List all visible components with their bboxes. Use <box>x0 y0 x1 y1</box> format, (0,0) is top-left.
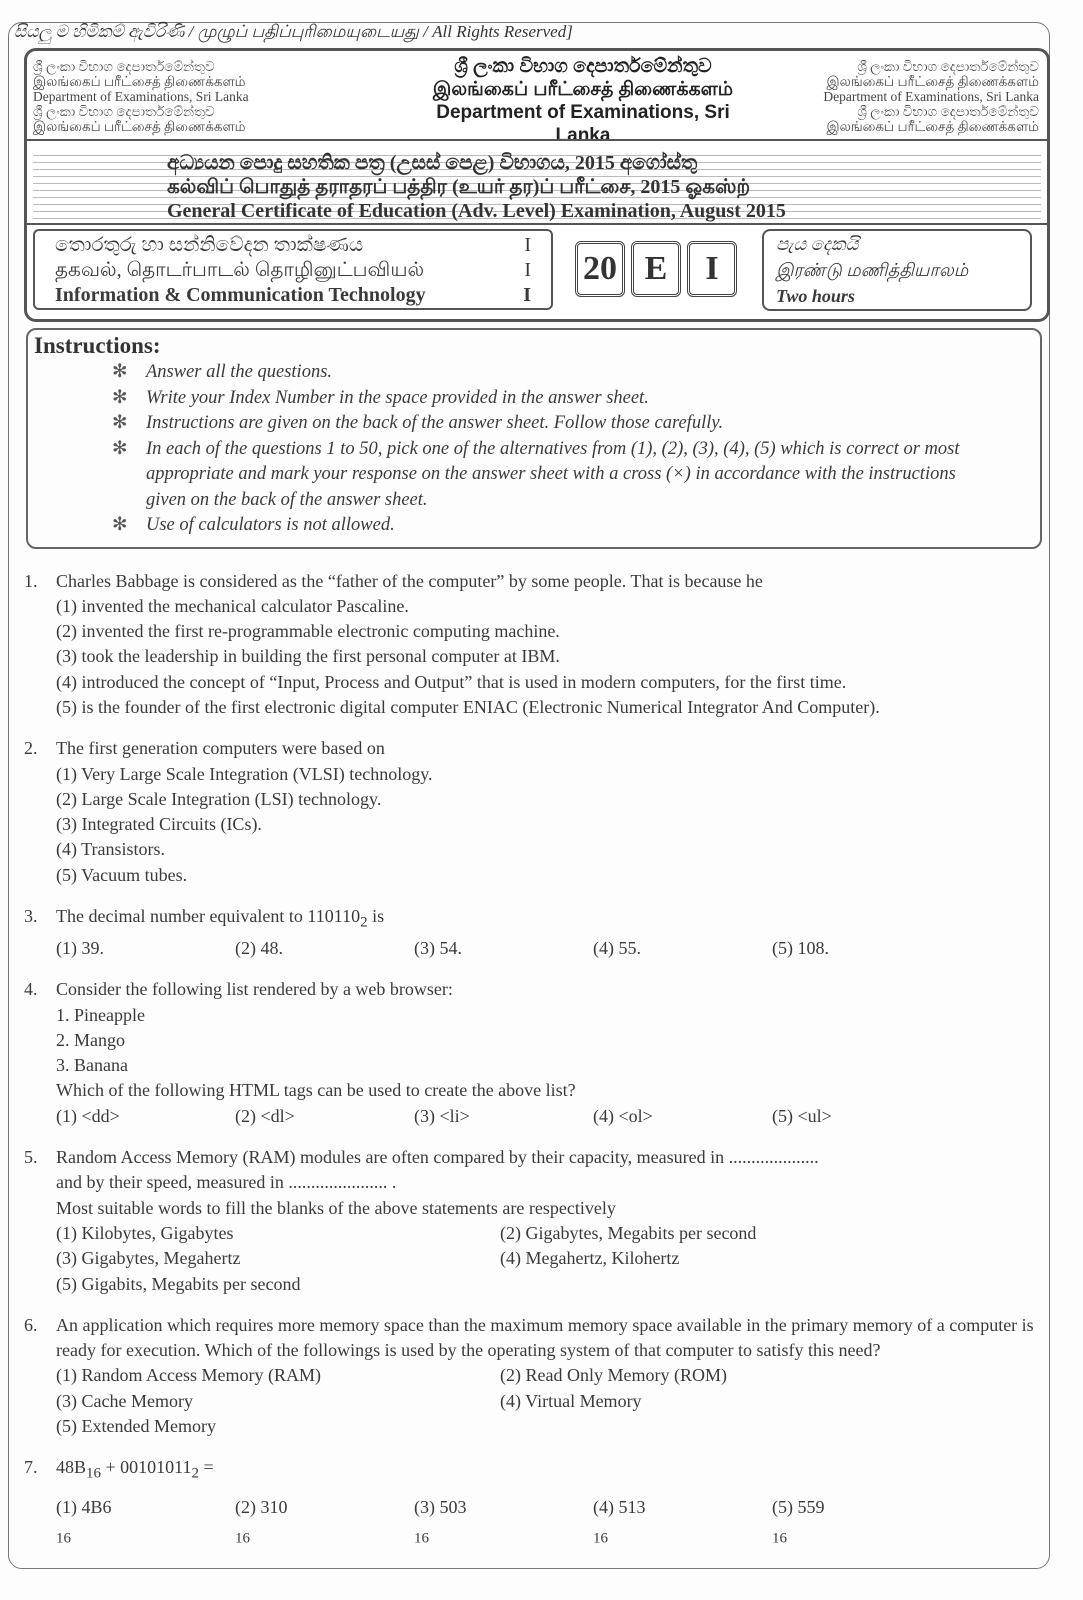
subscript: 16 <box>772 1531 787 1548</box>
options-row <box>24 1389 1044 1414</box>
question-prompt: Most suitable words to fill the blanks of the above statements are respectively <box>56 1197 616 1218</box>
code-box: 20 <box>575 241 625 297</box>
stem-text: The first generation computers were based on <box>56 738 385 759</box>
question-1 <box>24 569 1044 721</box>
question-stem <box>24 569 1044 594</box>
question-stem <box>24 904 1044 936</box>
option-5: (5) Gigabits, Megabits per second <box>56 1273 301 1294</box>
instruction-item <box>112 513 992 539</box>
instruction-item <box>112 437 992 514</box>
stem-text: Random Access Memory (RAM) modules are often compared by their capacity, measured in .................... <box>56 1147 819 1168</box>
option-4: (4) Virtual Memory <box>500 1390 642 1411</box>
subscript: 16 <box>235 1531 250 1548</box>
question-stem <box>24 977 1044 1002</box>
option-label: (5) 559 <box>772 1497 825 1518</box>
option-3: (3) Cache Memory <box>56 1390 193 1411</box>
option-2 <box>235 1495 414 1552</box>
stem-text: Consider the following list rendered by a web browser: <box>56 979 453 1000</box>
option-label: (3) 503 <box>414 1497 467 1518</box>
options-row <box>24 1272 1044 1297</box>
list-item: 3. Banana <box>56 1055 128 1076</box>
question-number: 6. <box>24 1314 38 1335</box>
duration-box <box>762 229 1032 311</box>
option-5: (5) is the founder of the first electronic digital computer ENIAC (Electronic Numerical Integrator And Computer). <box>56 696 880 717</box>
dept-en: Department of Examinations, Sri Lanka <box>33 89 249 104</box>
question-6 <box>24 1313 1044 1439</box>
option-4: (4) introduced the concept of “Input, Process and Output” that is used in modern computers, for the first time. <box>56 671 847 692</box>
page-body <box>24 328 1044 1568</box>
divider <box>27 139 1047 141</box>
question-2 <box>24 736 1044 888</box>
option-4: (4) Transistors. <box>56 839 166 860</box>
option-label: (1) 4B6 <box>56 1497 112 1518</box>
option-1: (1) Kilobytes, Gigabytes <box>56 1222 234 1243</box>
asterisk-icon: ✻ <box>112 438 128 459</box>
question-number: 4. <box>24 979 38 1000</box>
code-box: E <box>631 241 681 297</box>
question-text <box>56 977 453 1002</box>
subject-box <box>33 229 553 310</box>
exam-title <box>167 151 786 223</box>
option-5 <box>772 1495 951 1552</box>
option-5: (5) <ul> <box>772 1105 832 1126</box>
instruction-item <box>112 411 992 437</box>
dept-ta: இலங்கைப் பரீட்சைத் திணைக்களம் <box>33 119 246 134</box>
question-4 <box>24 977 1044 1129</box>
option-1 <box>56 1495 235 1552</box>
department-background-text-left <box>33 59 403 134</box>
paper-number: I <box>523 284 531 306</box>
paper-number: I <box>524 234 531 256</box>
paper-codes <box>575 241 737 297</box>
option-3: (3) 54. <box>414 937 462 958</box>
instruction-item <box>112 386 992 412</box>
question-number: 2. <box>24 738 38 759</box>
asterisk-icon: ✻ <box>112 413 128 433</box>
question-stem <box>24 736 1044 761</box>
option-4 <box>593 1495 772 1552</box>
instruction-text: Answer all the questions. <box>146 362 333 382</box>
option-3: (3) took the leadership in building the first personal computer at IBM. <box>56 646 560 667</box>
option-2: (2) <dl> <box>235 1105 295 1126</box>
duration-ta: இரண்டு மணித்தியாலம் <box>776 260 969 280</box>
subject-en: Information & Communication Technology <box>55 284 426 306</box>
question-stem <box>24 1455 1044 1487</box>
dept-ta: இலங்கைப் பரீட்சைத் திணைக்களம் <box>826 74 1039 89</box>
dept-main-en: Department of Examinations, Sri Lanka <box>436 102 730 146</box>
dept-ta: இலங்கைப் பரீட்சைத் திணைக்களம் <box>826 119 1039 134</box>
option-4: (4) 55. <box>593 937 641 958</box>
option-label: (4) 513 <box>593 1497 646 1518</box>
question-stem <box>24 1313 1044 1364</box>
asterisk-icon: ✻ <box>112 515 128 535</box>
option-5: (5) Extended Memory <box>56 1416 216 1436</box>
subscript: 2 <box>360 914 368 931</box>
instruction-text: Use of calculators is not allowed. <box>146 515 395 535</box>
list-item: 1. Pineapple <box>56 1004 145 1025</box>
stem-text: An application which requires more memory space than the maximum memory space available in the primary memory of a computer is ready for execution. Which of the followings is used by the operating system of that computer to satisfy this need? <box>56 1314 1034 1361</box>
instructions-title: Instructions: <box>34 333 161 358</box>
option-label: (2) 310 <box>235 1497 288 1518</box>
question-text <box>56 569 763 594</box>
option-1: (1) <dd> <box>56 1105 120 1126</box>
options-row <box>24 1104 1044 1129</box>
paper-number: I <box>524 259 531 281</box>
code-box: I <box>687 241 737 297</box>
subject-ta: தகவல், தொடர்பாடல் தொழினுட்பவியல் <box>55 259 425 281</box>
instructions-box <box>26 328 1042 549</box>
stem-text: is <box>367 906 385 927</box>
option-1: (1) 39. <box>56 937 104 958</box>
duration-en: Two hours <box>776 286 855 306</box>
question-number: 5. <box>24 1147 38 1168</box>
dept-main-ta: இலங்கைப் பரீட்சைத் திணைக்களம் <box>432 79 734 100</box>
option-1: (1) Random Access Memory (RAM) <box>56 1365 321 1386</box>
option-2: (2) Gigabytes, Megabits per second <box>500 1222 757 1243</box>
asterisk-icon: ✻ <box>112 362 128 382</box>
option-3: (3) Integrated Circuits (ICs). <box>56 814 262 835</box>
question-text <box>56 904 384 936</box>
option-2: (2) Read Only Memory (ROM) <box>500 1365 727 1386</box>
question-number: 3. <box>24 906 38 927</box>
list-item: 2. Mango <box>56 1029 125 1050</box>
option-5: (5) Vacuum tubes. <box>56 864 188 885</box>
dept-ta: இலங்கைப் பரீட்சைத் திணைக்களம் <box>33 74 246 89</box>
stem-text: Charles Babbage is considered as the “father of the computer” by some people. That is because he <box>56 570 763 591</box>
options-row <box>24 1414 1044 1439</box>
dept-si: ශ්‍රී ලංකා විභාග දෙපාර්තමේන්තුව <box>857 59 1039 74</box>
rights-notice: සියලු ම හිමිකම් ඇවිරිණි / முழுப் பதிப்புரிமையுடையது / All Rights Reserved] <box>14 22 573 41</box>
option-4: (4) Megahertz, Kilohertz <box>500 1248 680 1269</box>
asterisk-icon: ✻ <box>112 387 128 408</box>
question-stem <box>24 1145 1044 1170</box>
options-row <box>24 936 1044 961</box>
question-prompt: Which of the following HTML tags can be used to create the above list? <box>56 1080 576 1101</box>
question-text <box>56 736 385 761</box>
instruction-text: In each of the questions 1 to 50, pick one of the alternatives from (1), (2), (3), (4), (5) which is correct or most appropriate and mark your response on the answer sheet with a cross (×) in accordance with the instructions given on the back of the answer sheet. <box>146 438 960 510</box>
term: = <box>199 1457 214 1478</box>
option-2: (2) Large Scale Integration (LSI) technology. <box>56 788 382 809</box>
question-text <box>56 1145 819 1170</box>
question-5 <box>24 1145 1044 1297</box>
option-1: (1) invented the mechanical calculator Pascaline. <box>56 595 409 616</box>
stem-continuation: and by their speed, measured in ...................... . <box>56 1172 397 1193</box>
questions <box>24 569 1044 1553</box>
exam-header <box>24 48 1050 322</box>
question-number: 1. <box>24 570 38 591</box>
department-background-text-right <box>763 59 1039 134</box>
option-2: (2) invented the first re-programmable electronic computing machine. <box>56 621 560 642</box>
question-3 <box>24 904 1044 961</box>
options-row <box>24 1495 1044 1552</box>
option-2: (2) 48. <box>235 937 283 958</box>
subscript: 16 <box>593 1531 608 1548</box>
stem-text: The decimal number equivalent to 110110 <box>56 906 361 927</box>
duration-si: පැය දෙකයි <box>776 234 859 254</box>
option-3 <box>414 1495 593 1552</box>
option-3: (3) <li> <box>414 1105 470 1126</box>
department-title <box>413 55 753 147</box>
option-1: (1) Very Large Scale Integration (VLSI) technology. <box>56 763 433 784</box>
term: + 00101011 <box>101 1457 192 1478</box>
subscript: 2 <box>191 1465 199 1482</box>
dept-si: ශ්‍රී ලංකා විභාග දෙපාර්තමේන්තුව <box>857 104 1039 119</box>
subject-si: තොරතුරු හා සන්නිවේදන තාක්ෂණය <box>55 234 364 256</box>
term: 48B <box>56 1457 87 1478</box>
exam-title-si: අධ්‍යයන පොදු සහතික පත්‍ර (උසස් පෙළ) විභාගය, 2015 අගෝස්තු <box>167 152 698 174</box>
subscript: 16 <box>86 1465 102 1482</box>
question-text <box>56 1313 1044 1364</box>
question-7 <box>24 1455 1044 1552</box>
dept-en: Department of Examinations, Sri Lanka <box>823 89 1039 104</box>
exam-title-en: General Certificate of Education (Adv. Level) Examination, August 2015 <box>167 200 786 222</box>
instruction-text: Instructions are given on the back of the answer sheet. Follow those carefully. <box>146 413 724 433</box>
exam-title-ta: கல்விப் பொதுத் தராதரப் பத்திர (உயர் தர)ப் பரீட்சை, 2015 ஓகஸ்ற் <box>167 176 751 198</box>
dept-si: ශ්‍රී ලංකා විභාග දෙපාර්තමේන්තුව <box>33 104 215 119</box>
question-text <box>56 1455 214 1487</box>
dept-main-si: ශ්‍රී ලංකා විභාග දෙපාර්තමේන්තුව <box>454 56 712 77</box>
option-3: (3) Gigabytes, Megahertz <box>56 1248 241 1269</box>
instruction-text: Write your Index Number in the space provided in the answer sheet. <box>146 387 649 408</box>
option-5: (5) 108. <box>772 937 829 958</box>
dept-si: ශ්‍රී ලංකා විභාග දෙපාර්තමේන්තුව <box>33 59 215 74</box>
subscript: 16 <box>414 1531 429 1548</box>
options-row <box>24 1246 1044 1271</box>
option-4: (4) <ol> <box>593 1105 653 1126</box>
options-row <box>24 1363 1044 1388</box>
subscript: 16 <box>56 1531 71 1548</box>
instructions-list <box>112 360 992 539</box>
options-row <box>24 1221 1044 1246</box>
instruction-item <box>112 360 992 386</box>
divider <box>27 223 1047 225</box>
question-number: 7. <box>24 1457 38 1478</box>
